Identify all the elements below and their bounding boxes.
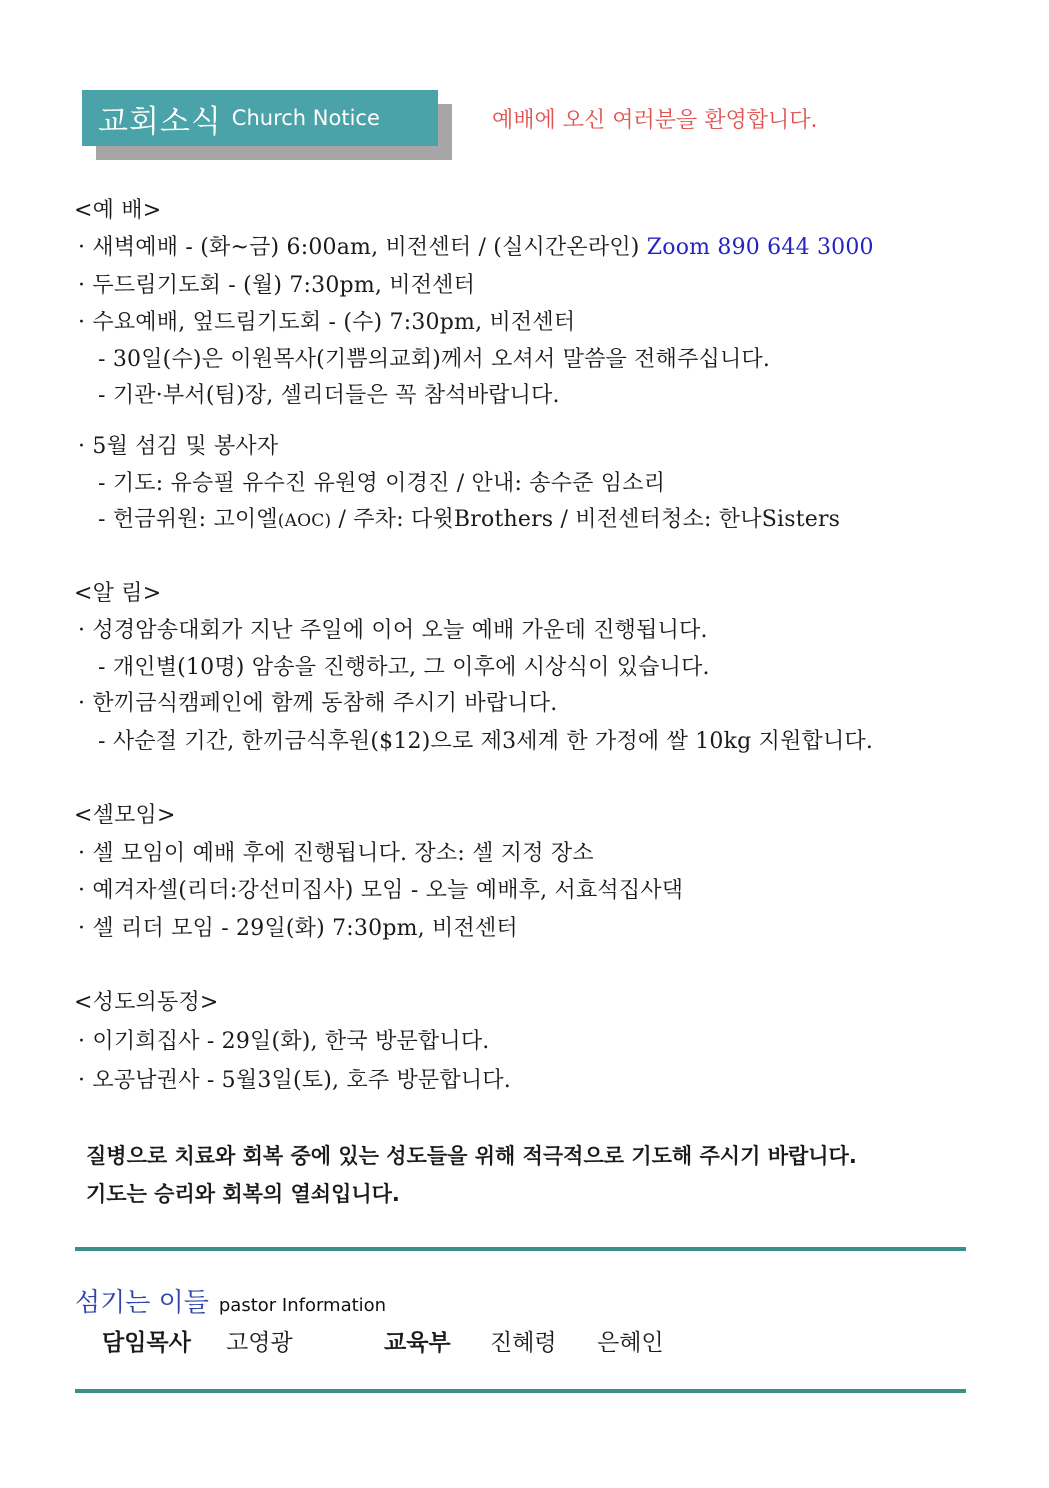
divider-bottom — [75, 1389, 966, 1393]
notice-fasting-detail: - 사순절 기간, 한끼금식후원($12)으로 제3세계 한 가정에 쌀 10kg 지원합니다. — [98, 729, 874, 754]
notices-heading: <알 림> — [74, 581, 162, 606]
cell-meeting: · 셀 모임이 예배 후에 진행됩니다. 장소: 셀 지정 장소 — [78, 841, 594, 866]
notice-fasting-campaign: · 한끼금식캠페인에 함께 동참해 주시기 바랍니다. — [78, 691, 558, 716]
name-education-2: 은혜인 — [597, 1330, 664, 1356]
worship-subitem-leaders: - 기관·부서(팀)장, 셀리더들은 꼭 참석바랍니다. — [98, 383, 560, 408]
worship-item-dawn — [78, 233, 874, 263]
name-senior-pastor: 고영광 — [226, 1330, 293, 1356]
worship-item-knock: · 두드림기도회 - (월) 7:30pm, 비전센터 — [78, 273, 476, 298]
members-heading: <성도의동정> — [74, 990, 219, 1015]
header-title-korean: 교회소식 — [98, 103, 222, 140]
servants-title: · 5월 섬김 및 봉사자 — [78, 434, 279, 459]
name-education-1: 진혜령 — [490, 1330, 557, 1356]
cell-heading: <셀모임> — [74, 803, 176, 828]
servants-offering-aoc: (AOC) — [277, 511, 332, 531]
notice-recitation-detail: - 개인별(10명) 암송을 진행하고, 그 이후에 시상식이 있습니다. — [98, 655, 710, 680]
worship-item-wednesday: · 수요예배, 엎드림기도회 - (수) 7:30pm, 비전센터 — [78, 310, 576, 335]
zoom-link[interactable]: Zoom 890 644 3000 — [646, 235, 874, 260]
prayer-key: 기도는 승리와 회복의 열쇠입니다. — [86, 1182, 400, 1206]
worship-heading: <예 배> — [74, 198, 162, 223]
member-news-1: · 이기희집사 - 29일(화), 한국 방문합니다. — [78, 1029, 490, 1054]
pastor-info-title-korean: 섬기는 이들 — [75, 1288, 209, 1318]
prayer-request: 질병으로 치료와 회복 중에 있는 성도들을 위해 적극적으로 기도해 주시기 바랍니다. — [86, 1144, 857, 1168]
worship-item-dawn-text: · 새벽예배 - (화~금) 6:00am, 비전센터 / (실시간온라인) — [78, 235, 647, 260]
worship-subitem-guest: - 30일(수)은 이원목사(기쁨의교회)께서 오셔서 말씀을 전해주십니다. — [98, 347, 771, 372]
member-news-2: · 오공남권사 - 5월3일(토), 호주 방문합니다. — [78, 1068, 511, 1093]
role-senior-pastor: 담임목사 — [102, 1330, 191, 1356]
pastor-info-title — [75, 1282, 386, 1319]
header-title-english: Church Notice — [231, 106, 380, 130]
pastor-info-title-english: pastor Information — [218, 1295, 387, 1316]
welcome-message: 예배에 오신 여러분을 환영합니다. — [492, 108, 818, 133]
cell-mustard-seed: · 예겨자셀(리더:강선미집사) 모임 - 오늘 예배후, 서효석집사댁 — [78, 878, 684, 903]
servants-parking-cleaning: / 주차: 다윗Brothers / 비전센터청소: 한나Sisters — [331, 507, 841, 532]
notice-bible-recitation: · 성경암송대회가 지난 주일에 이어 오늘 예배 가운데 진행됩니다. — [78, 618, 708, 643]
servants-offering: - 헌금위원: 고이엘 — [98, 507, 278, 532]
servants-prayer-guide: - 기도: 유승필 유수진 유원영 이경진 / 안내: 송수준 임소리 — [98, 471, 666, 496]
role-education: 교육부 — [384, 1330, 451, 1356]
header-banner — [82, 90, 438, 146]
cell-leader-meeting: · 셀 리더 모임 - 29일(화) 7:30pm, 비전센터 — [78, 916, 518, 941]
servants-offering-parking — [98, 505, 840, 536]
divider-top — [75, 1247, 966, 1251]
